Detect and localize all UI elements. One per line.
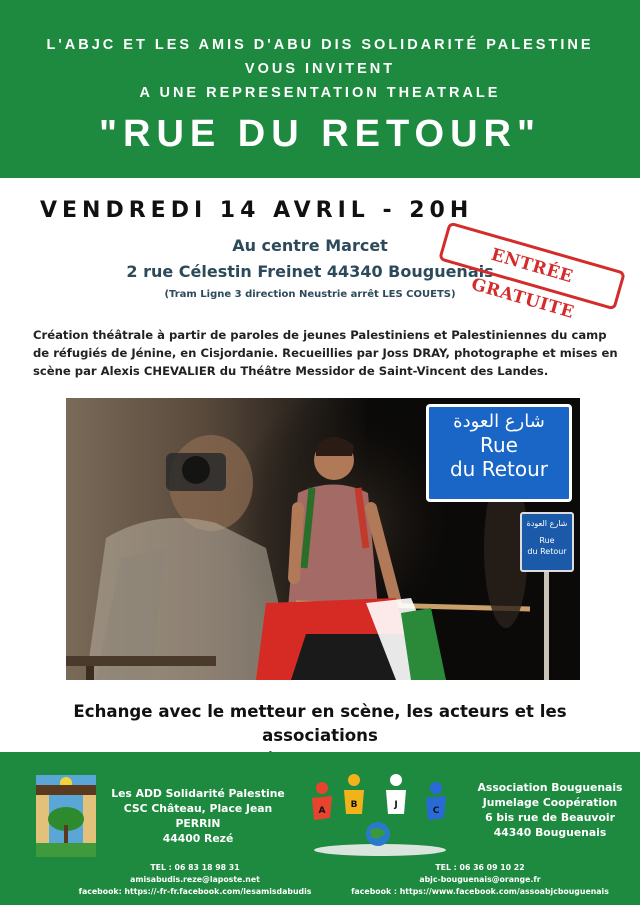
discussion-line-1: Echange avec le metteur en scène, les acteurs et les associations: [73, 702, 567, 745]
footer-contact-left: [60, 862, 330, 898]
venue-transport: (Tram Ligne 3 direction Neustrie arrêt LES COUETS): [164, 289, 456, 300]
footer-contact-right: [340, 862, 620, 898]
small-sign-line-2: du Retour: [527, 547, 567, 556]
header-banner: [0, 0, 640, 178]
footer-right-line-3: 6 bis rue de Beauvoir: [485, 811, 615, 824]
logo-letter-b: B: [350, 800, 358, 810]
header-line-1: L'ABJC ET LES AMIS D'ABU DIS SOLIDARITÉ PALESTINE: [46, 37, 594, 53]
logo-letter-a: A: [318, 806, 326, 816]
small-sign-arabic: شارع العودة: [526, 519, 568, 528]
left-facebook-link[interactable]: facebook: https://-fr-fr.facebook.com/lesamisdabudis: [78, 887, 312, 896]
street-sign-line-1: Rue: [480, 433, 518, 457]
footer-right-line-1: Association Bouguenais: [477, 781, 623, 794]
left-email[interactable]: amisabudis.reze@laposte.net: [130, 875, 260, 884]
footer-left-line-1: Les ADD Solidarité Palestine: [111, 787, 285, 800]
abjc-logo: [300, 770, 460, 856]
footer-left-address: [108, 786, 288, 846]
right-phone: TEL : 06 36 09 10 22: [435, 863, 525, 872]
right-facebook-link[interactable]: facebook : https://www.facebook.com/assoabjcbouguenais: [351, 887, 609, 896]
footer-right-line-2: Jumelage Coopération: [482, 796, 618, 809]
logo-letter-c: C: [432, 806, 440, 816]
right-email[interactable]: abjc-bouguenais@orange.fr: [419, 875, 541, 884]
header-line-3: A UNE REPRESENTATION THEATRALE: [139, 85, 501, 101]
street-sign: [426, 404, 572, 502]
free-entry-stamp: ENTRÉE GRATUITE: [438, 221, 626, 310]
small-sign-line-1: Rue: [539, 536, 555, 545]
venue-address: 2 rue Célestin Freinet 44340 Bouguenais: [126, 262, 494, 281]
footer-left-line-2: CSC Château, Place Jean PERRIN: [123, 802, 273, 830]
footer-right-address: [470, 780, 630, 840]
venue-name: Au centre Marcet: [232, 236, 388, 255]
small-street-sign: [520, 512, 574, 572]
event-date: VENDREDI 14 AVRIL - 20H: [40, 198, 474, 223]
logo-letter-j: J: [394, 800, 398, 810]
performance-photo: [66, 398, 580, 680]
street-sign-line-2: du Retour: [449, 457, 548, 481]
header-line-2: VOUS INVITENT: [244, 61, 396, 77]
play-title: "RUE DU RETOUR": [98, 113, 542, 155]
street-sign-arabic: شارع العودة: [453, 411, 545, 432]
play-description: Création théâtrale à partir de paroles de jeunes Palestiniens et Palestiniennes du camp de réfugiés de Jénine, en Cisjordanie. Recueillies par Joss DRAY, photographe et mises en scène par Alexis CHEVALIER du Théâtre Messidor de Saint-Vincent des Landes.: [33, 328, 618, 378]
footer-right-line-4: 44340 Bouguenais: [493, 826, 607, 839]
left-phone: TEL : 06 83 18 98 31: [150, 863, 240, 872]
footer-banner: [0, 752, 640, 905]
footer-left-line-3: 44400 Rezé: [162, 832, 234, 845]
add-solidarite-logo: [36, 775, 96, 857]
